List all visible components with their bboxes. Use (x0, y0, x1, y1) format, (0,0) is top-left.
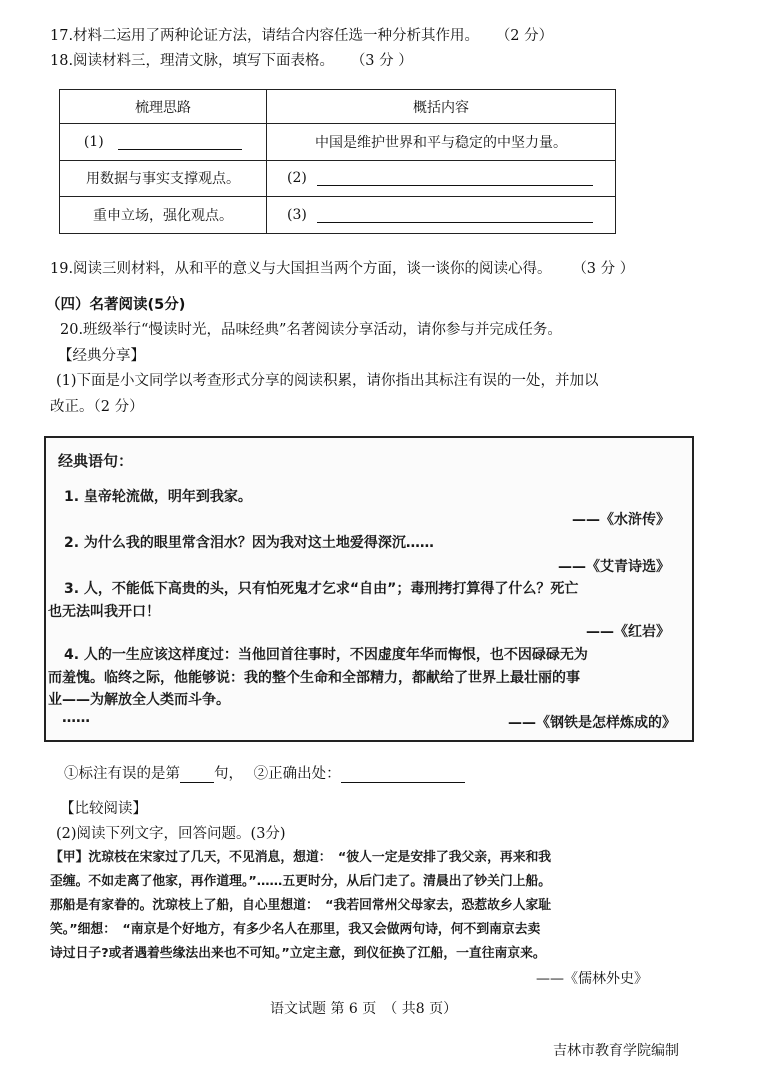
passage-line: 【甲】沈琼枝在宋家过了几天，不见消息，想道： “彼人一定是安排了我父亲，再来和我 (50, 850, 552, 865)
passage-line: 诗过日子?或者遇着些缘法出来也不可知。”立定主意，到仪征换了江船，一直往南京来。 (50, 946, 546, 961)
answer-label-3: ②正确出处： (253, 766, 341, 782)
section-title: （四）名著阅读(5分) (46, 297, 186, 313)
quotes-ellipsis: …… (62, 710, 90, 726)
publisher-label: 吉林市教育学院编制 (553, 1043, 679, 1059)
quote-4-line-3: 业——为解放全人类而斗争。 (48, 692, 230, 708)
quote-4-source: ——《钢铁是怎样炼成的》 (508, 715, 676, 731)
table-header-outline: 梳理思路 (60, 90, 267, 124)
blank-label-2: (2) (287, 170, 307, 187)
quote-4-line-1: 4. 人的一生应该这样度过：当他回首往事时，不因虚度年华而悔恨，也不因碌碌无为 (64, 647, 588, 663)
quote-3-source: ——《红岩》 (586, 624, 670, 640)
table-cell-left: 用数据与事实支撑观点。 (60, 160, 267, 197)
table-row (60, 124, 616, 161)
question-18-text: 18.阅读材料三，理清文脉，填写下面表格。 (50, 53, 335, 69)
question-19-points: （3 分 ） (579, 261, 635, 277)
question-17-points: （2 分） (503, 28, 554, 44)
passage-jia (50, 846, 690, 966)
table-header-summary: 概括内容 (267, 90, 616, 124)
question-17 (50, 24, 553, 45)
table-cell-right (267, 160, 616, 197)
share-heading: 【经典分享】 (58, 348, 145, 364)
table-row (60, 160, 616, 197)
outline-table (59, 89, 616, 234)
table-cell-left (60, 124, 267, 161)
answer-blank-sentence[interactable] (180, 782, 214, 783)
passage-line: 笑。”细想： “南京是个好地方，有多少名人在那里，我又会做两句诗，何不到南京去卖 (50, 922, 541, 937)
answer-line (64, 762, 465, 783)
answer-blank-1[interactable] (118, 149, 242, 150)
question-19-text: 19.阅读三则材料，从和平的意义与大国担当两个方面，谈一谈你的阅读心得。 (50, 261, 552, 277)
quotes-heading: 经典语句： (58, 452, 134, 470)
compare-task: (2)阅读下列文字，回答问题。(3分) (56, 826, 286, 842)
passage-line: 歪缠。不如走离了他家，再作道理。”……五更时分，从后门走了。清晨出了钞关门上船。 (50, 874, 552, 889)
table-cell-right (267, 197, 616, 234)
quote-4-line-2: 而羞愧。临终之际，他能够说：我的整个生命和全部精力，都献给了世界上最壮丽的事 (48, 670, 580, 686)
classic-quotes-box (44, 436, 694, 742)
question-18-points: （3 分 ） (358, 53, 413, 69)
blank-label-3: (3) (287, 207, 307, 224)
quote-3-line-1: 3. 人，不能低下高贵的头，只有怕死鬼才乞求“自由”；毒刑拷打算得了什么？死亡 (64, 581, 579, 597)
quote-1: 1. 皇帝轮流做，明年到我家。 (64, 489, 252, 505)
question-19 (50, 257, 634, 278)
question-17-text: 17.材料二运用了两种论证方法，请结合内容任选一种分析其作用。 (50, 28, 480, 44)
table-cell-right: 中国是维护世界和平与稳定的中坚力量。 (267, 124, 616, 161)
answer-label-1: ①标注有误的是第 (64, 766, 180, 782)
answer-blank-source[interactable] (341, 782, 465, 783)
question-20: 20.班级举行“慢读时光，品味经典”名著阅读分享活动，请你参与并完成任务。 (60, 322, 562, 338)
answer-label-2: 句， (214, 766, 243, 782)
passage-line: 那船是有家眷的。沈琼枝上了船，自心里想道： “我若回常州父母家去，恐惹故乡人家耻 (50, 898, 552, 913)
answer-blank-2[interactable] (317, 185, 593, 186)
quote-2: 2. 为什么我的眼里常含泪水？因为我对这土地爱得深沉…… (64, 535, 434, 551)
quote-2-source: ——《艾青诗选》 (558, 559, 670, 575)
passage-source: ——《儒林外史》 (536, 971, 648, 987)
table-cell-left: 重申立场，强化观点。 (60, 197, 267, 234)
question-18 (50, 49, 413, 70)
answer-blank-3[interactable] (317, 222, 593, 223)
share-task-line-1: (1)下面是小文同学以考查形式分享的阅读积累，请你指出其标注有误的一处，并加以 (56, 373, 599, 389)
table-row (60, 197, 616, 234)
quote-3-line-2: 也无法叫我开口！ (48, 604, 160, 620)
quote-1-source: ——《水浒传》 (572, 512, 670, 528)
blank-label-1: (1) (83, 133, 104, 150)
share-task-line-2: 改正。（2 分） (50, 399, 144, 415)
compare-heading: 【比较阅读】 (60, 801, 147, 817)
page-footer: 语文试题 第 6 页 （ 共8 页） (270, 1001, 458, 1017)
